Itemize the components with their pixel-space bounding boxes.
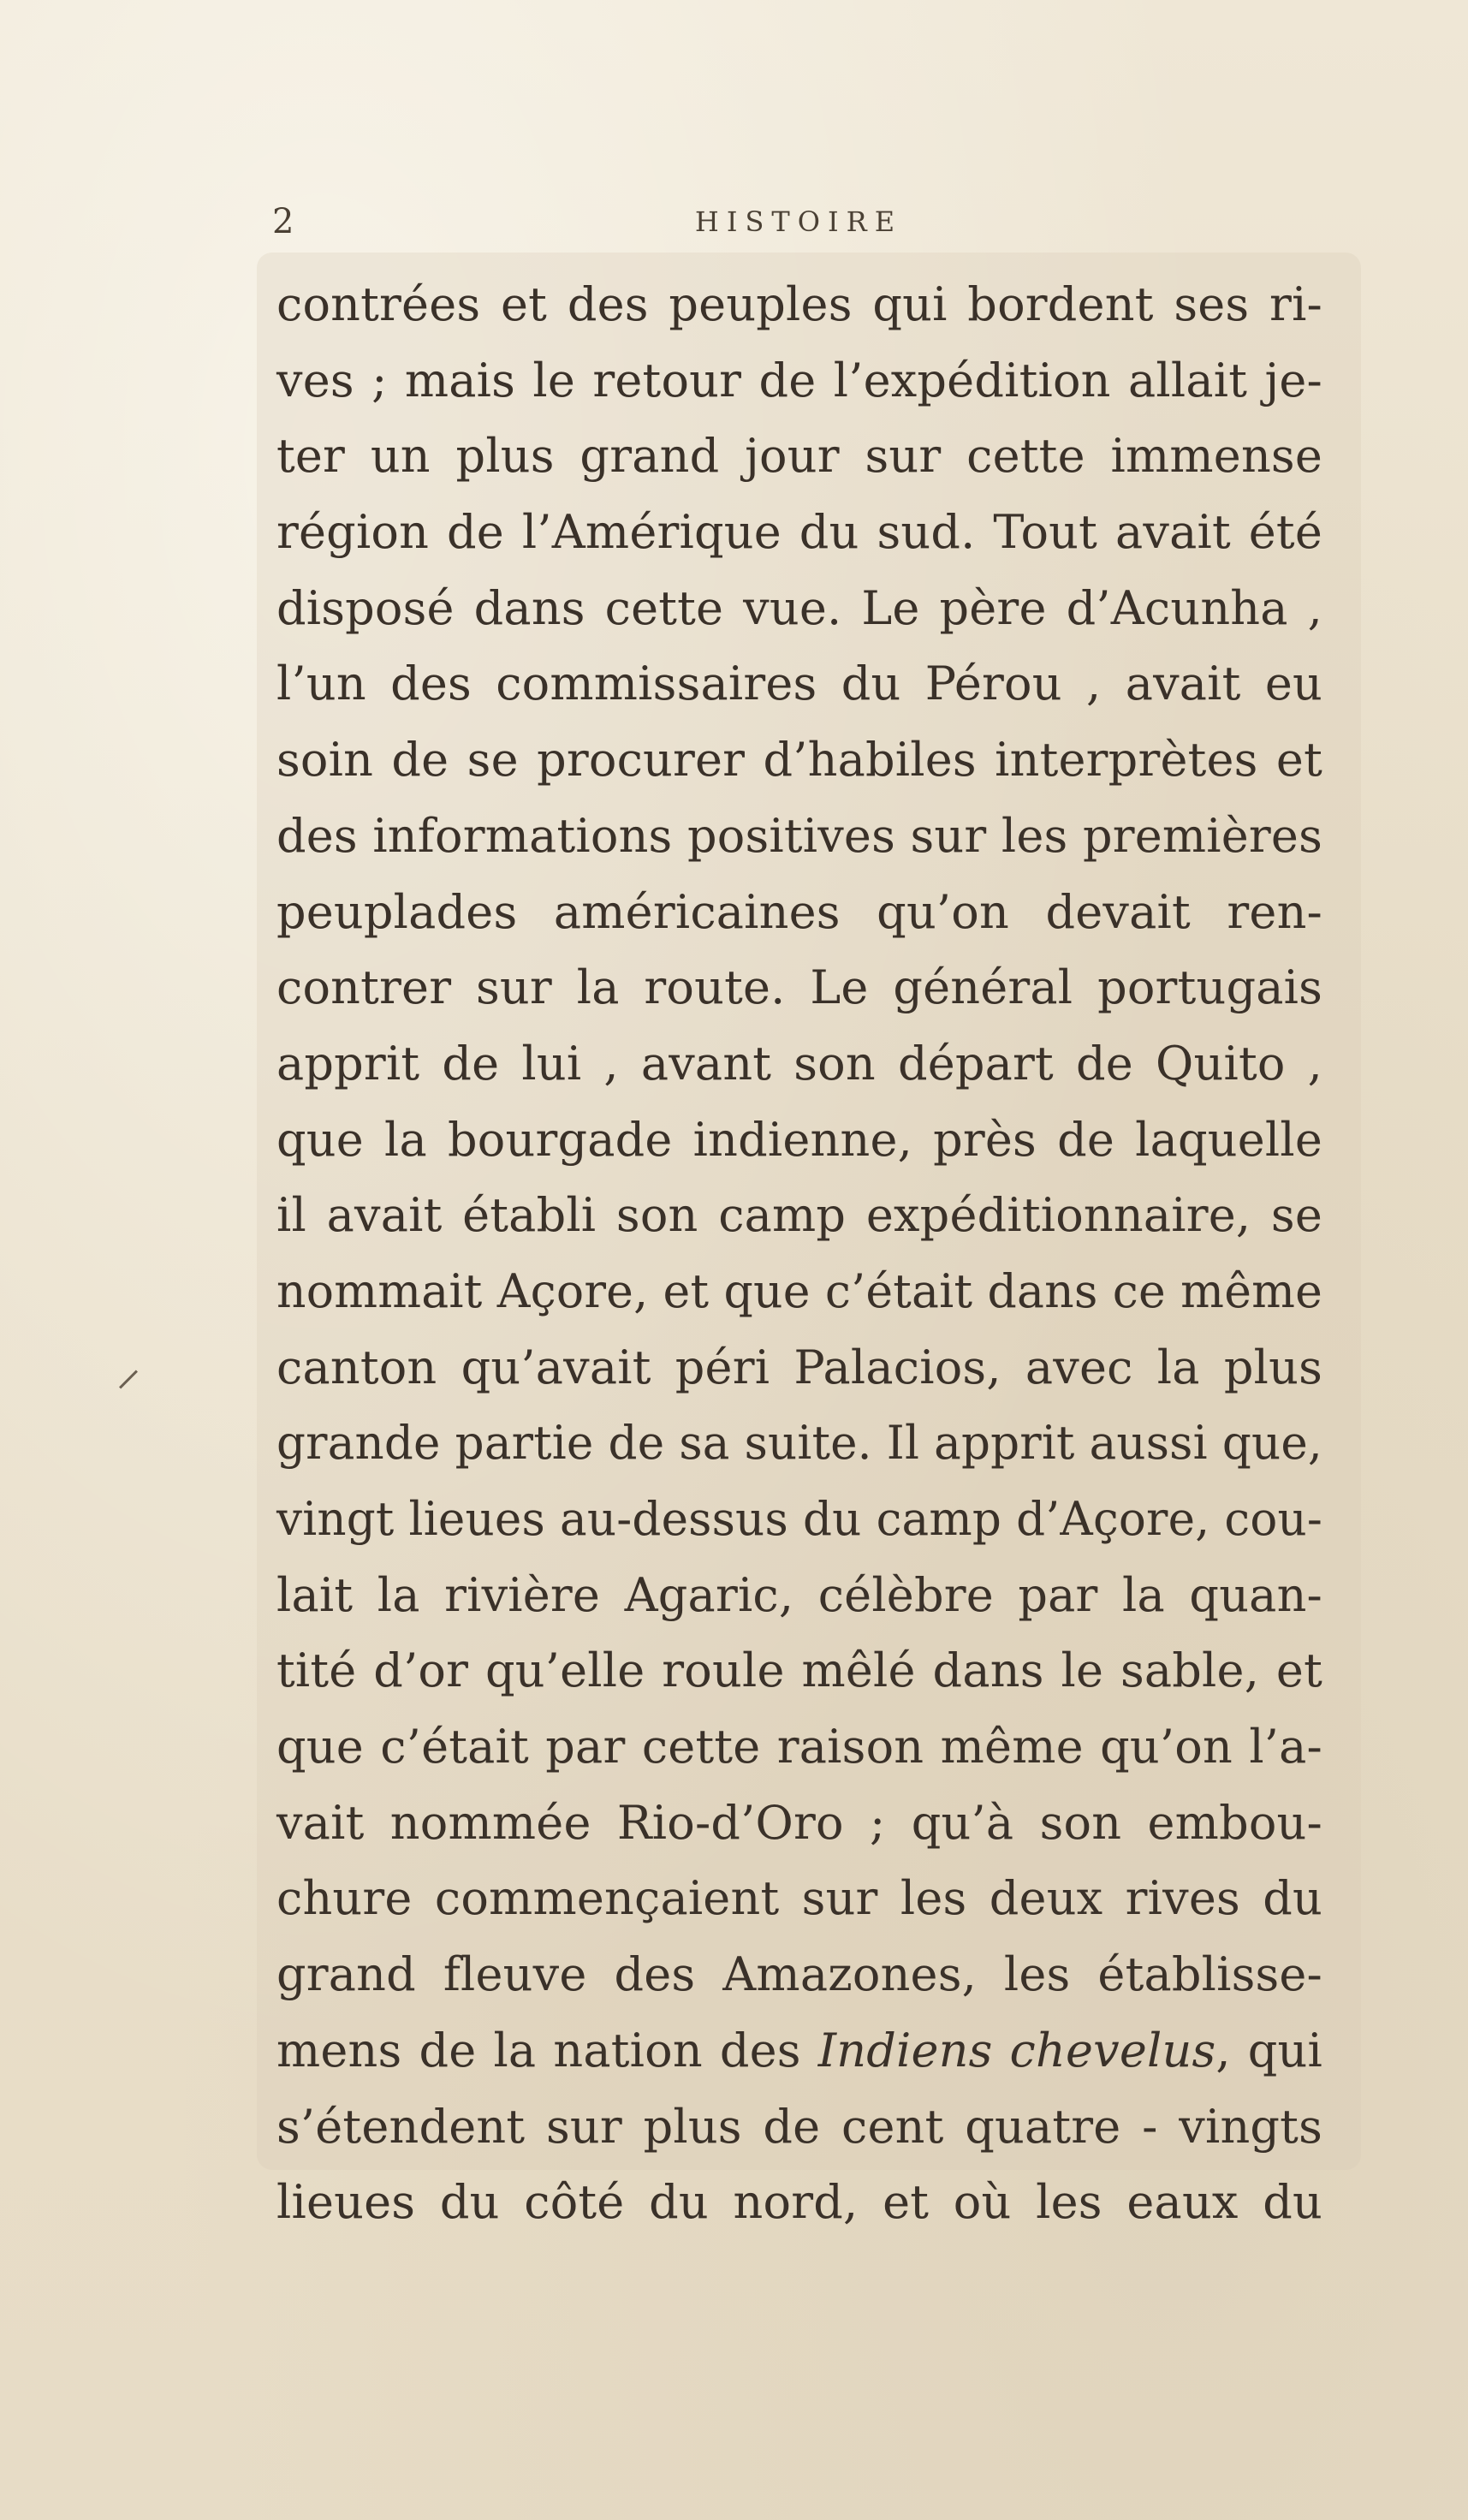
text-line: l’un des commissaires du Pérou , avait eu [276, 657, 1322, 711]
text-line: contrer sur la route. Le général portugais [276, 960, 1322, 1015]
text-line: région de l’Amérique du sud. Tout avait été [276, 505, 1322, 560]
body-text [276, 267, 1322, 2241]
text-line: chure commençaient sur les deux rives du [276, 1871, 1322, 1926]
text-line: soin de se procurer d’habiles interprètes et [276, 733, 1322, 788]
text-line: s’étendent sur plus de cent quatre - vingts [276, 2099, 1322, 2154]
text-line: ves ; mais le retour de l’expédition allait je- [276, 353, 1322, 407]
text-line: canton qu’avait péri Palacios, avec la plus [276, 1340, 1322, 1394]
page-number: 2 [272, 202, 294, 241]
text-line: vait nommée Rio-d’Oro ; qu’à son embou- [276, 1795, 1322, 1850]
text-line: contrées et des peuples qui bordent ses ri- [276, 277, 1322, 331]
running-title: HISTOIRE [694, 205, 903, 238]
text-line: grande partie de sa suite. Il apprit aussi que, [276, 1416, 1322, 1471]
text-line: il avait établi son camp expéditionnaire, se [276, 1188, 1322, 1243]
text-line: disposé dans cette vue. Le père d’Acunha , [276, 580, 1322, 635]
text-line: grand fleuve des Amazones, les établisse- [276, 1947, 1322, 2002]
text-segment: mens de la nation des [276, 2023, 818, 2077]
text-line: vingt lieues au-dessus du camp d’Açore, cou- [276, 1492, 1322, 1546]
text-line: des informations positives sur les premières [276, 808, 1322, 863]
text-line: apprit de lui , avant son départ de Quito , [276, 1036, 1322, 1091]
text-line: peuplades américaines qu’on devait ren- [276, 884, 1322, 939]
margin-pencil-mark [119, 1370, 138, 1389]
text-line-with-italic [276, 2013, 1322, 2089]
text-line: ter un plus grand jour sur cette immense [276, 429, 1322, 484]
text-line: lait la rivière Agaric, célèbre par la quan- [276, 1567, 1322, 1622]
text-segment: , qui [1215, 2023, 1322, 2077]
text-line: tité d’or qu’elle roule mêlé dans le sable, et [276, 1643, 1322, 1698]
text-line: que c’était par cette raison même qu’on l’a- [276, 1720, 1322, 1774]
text-line: lieues du côté du nord, et où les eaux du [276, 2175, 1322, 2230]
text-line: que la bourgade indienne, près de laquelle [276, 1112, 1322, 1167]
running-head [272, 202, 1325, 253]
italic-phrase: Indiens chevelus [817, 2023, 1216, 2077]
text-line: nommait Açore, et que c’était dans ce même [276, 1263, 1323, 1318]
